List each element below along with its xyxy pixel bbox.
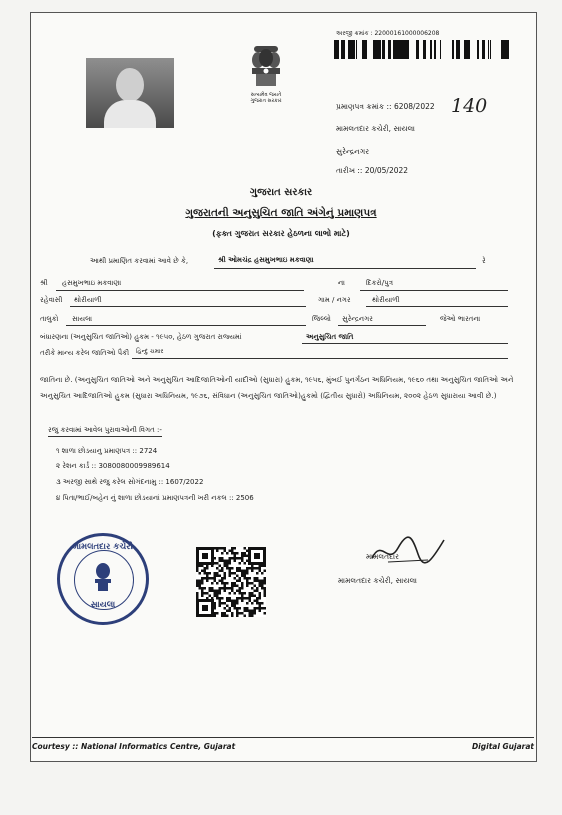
district-label: જિલ્લો [312, 315, 331, 323]
certificate-number: પ્રમાણપત્ર ક્રમાંક :: 6208/2022 [336, 102, 435, 111]
village-label: ગામ / નગર [318, 296, 351, 304]
signature-title: મામલતદાર [366, 552, 399, 561]
certificate-title: ગુજરાતની અનુસુચિત જાતિ અંગેનું પ્રમાણપત્ર [185, 207, 377, 219]
district-value: સુરેન્દ્રનગર [342, 315, 373, 323]
applicant-photo [86, 58, 174, 128]
application-number: અરજી ક્રમાંક : 2200016100000620​8 [336, 30, 440, 37]
issuing-office: મામલતદાર કચેરી, સાયલા [336, 124, 416, 133]
footer-courtesy: Courtesy :: National Informatics Centre, Gujarat [32, 742, 236, 751]
taluka-value: સાયલા [72, 315, 93, 323]
handwritten-number: 140 [451, 95, 488, 117]
evidence-item: ૨ રેશન કાર્ડ :: 3080080009989614 [56, 462, 170, 470]
india-label: જેઓ ભારતના [440, 315, 481, 323]
resident-value: થોરીયાળી [74, 296, 102, 304]
stamp-emblem-icon [91, 562, 115, 592]
barcode [334, 40, 509, 59]
certificate-subtitle: (ફક્ત ગુજરાત સરકાર હેઠળના લાભો માટે) [212, 229, 350, 238]
evidence-item: ૧ શાળા છોડયાનુ પ્રમાણપત્ર :: 2724 [56, 447, 158, 455]
resident-label: રહેવાસી [40, 296, 63, 304]
emblem-caption-line-1: સત્યમેવ જયતે [250, 92, 282, 98]
qr-code [196, 547, 266, 617]
signature-office: મામલતદાર કચેરી, સાયલા [338, 576, 418, 585]
stamp-bottom-text: સાયલા [90, 600, 116, 610]
emblem-caption-line-2: ગુજરાત સરકાર [250, 98, 282, 104]
taluka-label: તાલુકો [40, 315, 59, 323]
national-emblem-icon [244, 44, 288, 92]
emblem-caption [236, 92, 296, 104]
na-label: ના [338, 279, 345, 287]
footer-brand: Digital Gujarat [471, 742, 534, 751]
evidence-item: ૩ અરજી સાથે રજુ કરેલ સોગંદનામુ :: 1607/2022 [56, 478, 204, 486]
relation: દિકરો/પુત્ર [366, 279, 394, 287]
issue-date: તારીખ :: 20/05/2022 [336, 166, 409, 175]
re-label: રે [482, 257, 486, 265]
footer [32, 737, 534, 751]
village-value: થોરીયાળી [372, 296, 400, 304]
stamp-top-text: મામલતદાર કચેરી [73, 542, 133, 552]
recognised-label: તરીકે માન્ય કરેલ જાતિઓ પૈકી [40, 349, 130, 357]
caste-name: હિન્દુ ચમાર [136, 348, 164, 355]
applicant-name: શ્રી ઓમચંદ્ર હસમુખભાઇ મકવાણા [218, 256, 314, 264]
evidence-item: ૪ પિતા/ભાઈ/બહેન નું શાળા છોડયાનાં પ્રમાણપત્રની ખરી નકલ :: 2506 [56, 494, 254, 502]
officer-signature [368, 530, 448, 570]
constitution-text: બંધારણના (અનુસુચિત જાતિઓ) હુકમ - ૧૯૫૦, હેઠળ ગુજરાત રાજ્યમાં [40, 333, 242, 341]
evidence-title: રજુ કરવામાં આવેલ પુરાવાઓની વિગત :- [48, 426, 162, 437]
shri-label: શ્રી [40, 279, 48, 287]
office-stamp [57, 533, 149, 625]
father-name: હસમુખભાઇ મકવાણા [62, 279, 122, 287]
legal-paragraph: જાતિના છે. (અનુસુચિત જાતિઓ અને અનુસુચિત આદિજાતિઓની યાદીઓ (સુધારા) હુકમ, ૧૯૫૬, મુંબઈ પુનર્ગઠન અધિનિયમ, ૧૯૬૦ તથા અનુસુચિત જાતિઓ અને અનુસુચિત આદિજાતિઓ હુકમ (સુધારા અધિનિયમ, ૧૯૭૬, સંવિધાન (અનુસુચિત જાતિઓ)હુકમો (દ્વિતીય સુધારો) અધિનિયમ, ૨૦૦૨ હેઠળ સુધારાયા આવી છે.) [40, 375, 514, 400]
caste-type: અનુસુચિત જાતિ [306, 333, 354, 341]
certify-prefix: આથી પ્રમાણિત કરવામાં આવે છે કે, [90, 257, 189, 265]
issuing-district: સુરેન્દ્રનગર [336, 147, 370, 156]
govt-title: ગુજરાત સરકાર [249, 187, 313, 198]
